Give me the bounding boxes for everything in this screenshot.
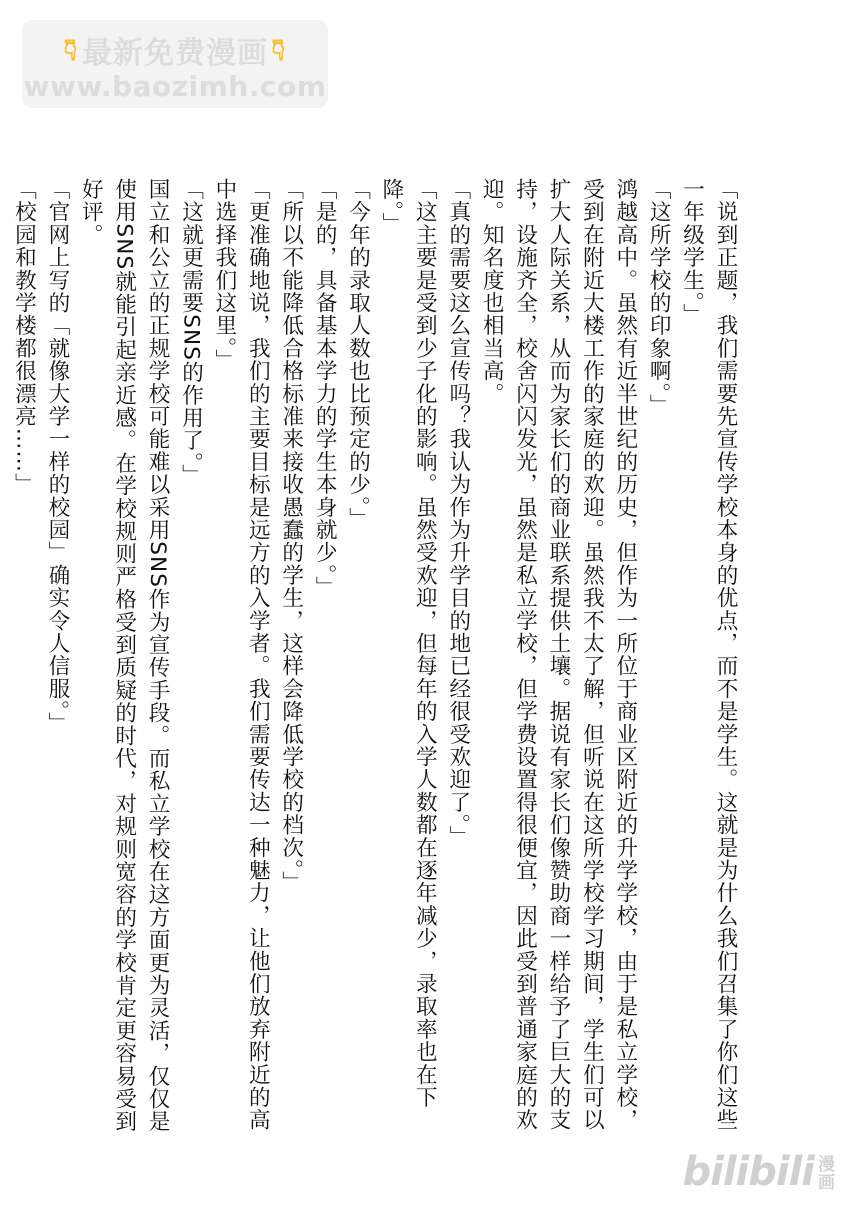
- paragraph: 「这所学校的印象啊。」: [646, 178, 672, 417]
- logo-side-text: 漫画: [818, 1155, 835, 1193]
- paragraph: 「校园和教学楼都很漂亮……」: [11, 178, 37, 496]
- pointing-down-hand-icon: 👇︎: [64, 32, 78, 68]
- paragraph: 「这就更需要SNS的作用了。」: [178, 178, 204, 487]
- paragraph: 国立和公立的正规学校可能难以采用SNS作为宣传手段。而私立学校在这方面更为灵活，仅仅是使用SNS就能引起亲近感。在学校规则严格受到质疑的时代，对规则宽容的学校肯定更容易受到好评。: [78, 178, 171, 1133]
- paragraph: 「所以不能降低合格标准来接收愚蠢的学生，这样会降低学校的档次。」: [278, 178, 304, 894]
- bilibili-manga-logo: [682, 1149, 836, 1195]
- paragraph: 「更准确地说，我们的主要目标是远方的入学者。我们需要传达一种魅力，让他们放弃附近的高中选择我们这里。」: [211, 178, 271, 1132]
- paragraph: 「官网上写的「就像大学一样的校园」确实令人信服。」: [44, 178, 70, 735]
- paragraph: 「这主要是受到少子化的影响。虽然受欢迎，但每年的入学人数都在逐年减少，录取率也在下降。」: [378, 178, 438, 1109]
- paragraph: 鸿越高中。虽然有近半世纪的历史，但作为一所位于商业区附近的升学学校，由于是私立学校，受到在附近大楼工作的家庭的欢迎。虽然我不太了解，但听说在这所学校学习期间，学生们可以扩大人际关系，从而为家长们的商业联系提供土壤。据说有家长们像赞助商一样给予了巨大的支持，设施齐全，校舍闪闪发光，虽然是私立学校，但学费设置得很便宜，因此受到普通家庭的欢迎。知名度也相当高。: [479, 178, 638, 1132]
- paragraph: 「说到正题，我们需要先宣传学校本身的优点，而不是学生。这就是为什么我们召集了你们这些一年级学生。」: [679, 178, 738, 1132]
- pointing-down-hand-icon: 👇︎: [272, 32, 286, 68]
- paragraph: 「今年的录取人数也比预定的少。」: [345, 178, 371, 531]
- paragraph: 「真的需要这么宣传吗？我认为作为升学目的地已经很受欢迎了。」: [445, 178, 471, 849]
- watermark-title-row: [36, 30, 314, 70]
- watermark-title: 最新免费漫画: [82, 36, 268, 71]
- watermark-url: www.baozimh.com: [23, 70, 327, 103]
- watermark-banner: [22, 20, 328, 108]
- novel-text-body: [11, 178, 742, 1138]
- paragraph: 「是的，具备基本学力的学生本身就少。」: [312, 178, 338, 599]
- logo-wordmark: bilibili: [682, 1149, 814, 1195]
